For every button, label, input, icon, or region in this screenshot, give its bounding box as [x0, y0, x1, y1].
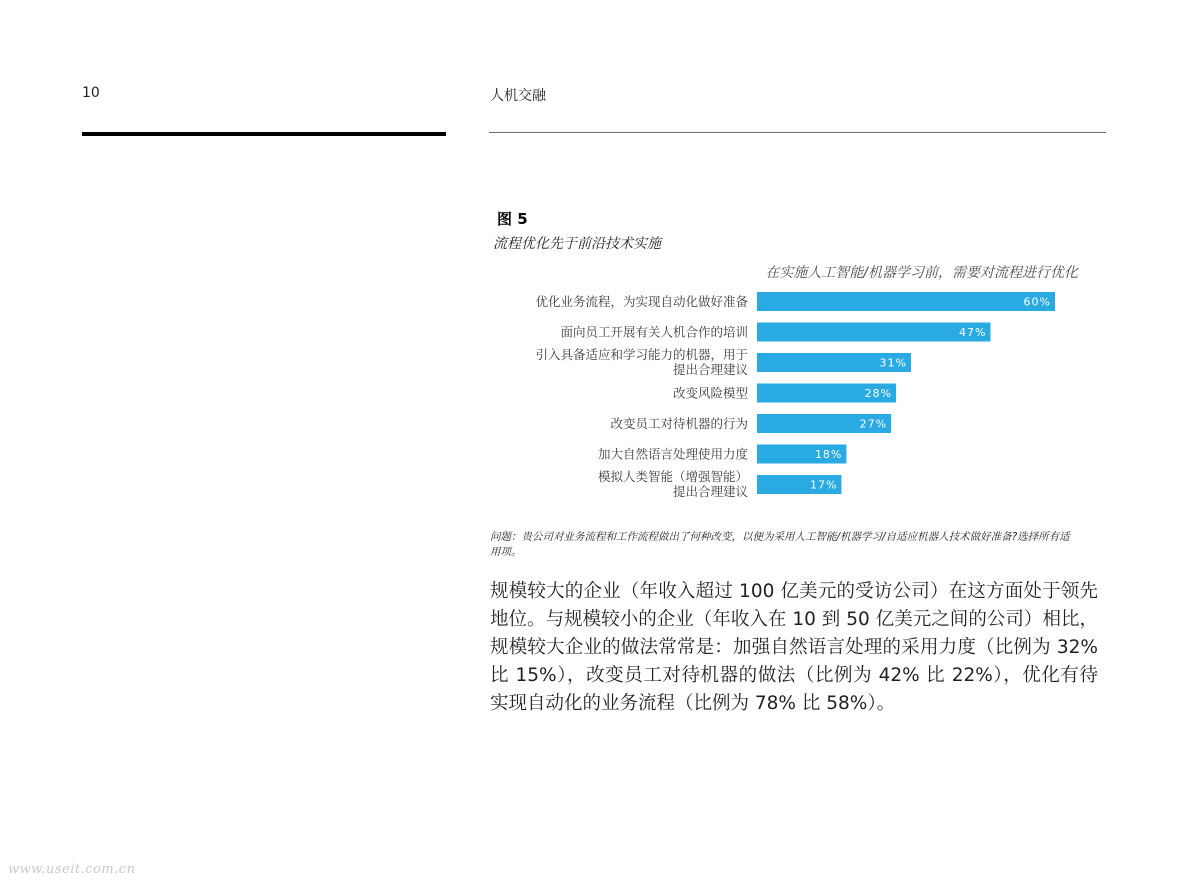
category-label-3-line-2: 提出合理建议	[672, 362, 748, 377]
bar-value-label-2: 47%	[958, 326, 987, 339]
bar-value-label-3: 31%	[879, 356, 907, 370]
bar-value-label-7: 17%	[809, 478, 838, 492]
category-label-4: 改变风险模型	[672, 385, 748, 401]
running-title: 人机交融	[490, 88, 546, 104]
category-label-3-line-1: 引入具备适应和学习能力的机器，用于	[535, 347, 748, 362]
bar-value-label-1: 60%	[1023, 295, 1051, 309]
category-label-7-line-2: 提出合理建议	[672, 484, 748, 499]
bar-value-label-4: 28%	[864, 387, 893, 400]
figure-subtitle: 流程优化先于前沿技术实施	[493, 236, 661, 252]
chart-series-header: 在实施人工智能/机器学习前，需要对流程进行优化	[765, 265, 1078, 281]
figure-label: 图 5	[497, 210, 528, 228]
page-number: 10	[82, 85, 100, 101]
category-label-1: 优化业务流程，为实现自动化做好准备	[535, 294, 748, 309]
category-label-2: 面向员工开展有关人机合作的培训	[560, 324, 748, 340]
bar-value-label-6: 18%	[814, 448, 843, 461]
figure-note: 问题：贵公司对业务流程和工作流程做出了何种改变，以便为采用人工智能/机器学习/自适应机器人技术做好准备?选择所有适用项。	[490, 531, 1070, 558]
category-label-6: 加大自然语言处理使用力度	[597, 446, 748, 462]
body-paragraph: 规模较大的企业（年收入超过 100 亿美元的受访公司）在这方面处于领先地位。与规模较小的企业（年收入在 10 到 50 亿美元之间的公司）相比，规模较大企业的做法常常是：加强自然语言处理的采用力度（比例为 32% 比 15%），改变员工对待机器的做法（比例为 42% 比 22%），优化有待实现自动化的业务流程（比例为 78% 比 58%）。	[490, 581, 1098, 714]
bar-2	[757, 323, 990, 342]
category-label-7-line-1: 模拟人类智能（增强智能）	[597, 469, 748, 484]
bar-value-label-5: 27%	[859, 417, 888, 431]
watermark: www.useit.com.cn	[8, 862, 136, 877]
category-label-5: 改变员工对待机器的行为	[610, 416, 748, 431]
bar-1	[757, 292, 1055, 311]
